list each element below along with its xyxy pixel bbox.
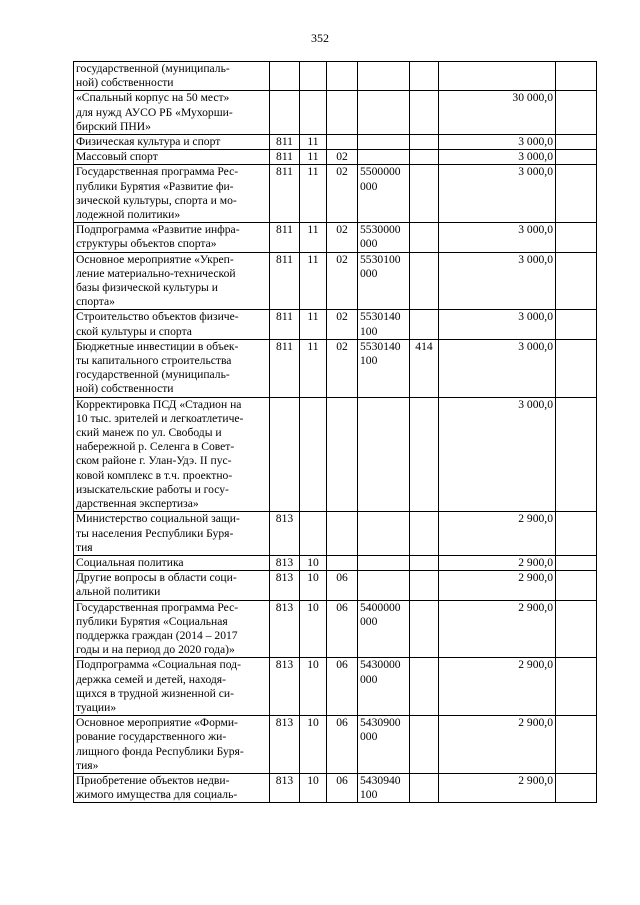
- expense-type-code-cell: 414: [410, 339, 439, 397]
- ministry-code-cell: [270, 62, 300, 91]
- subsection-code-cell: 02: [327, 223, 358, 252]
- target-article-code-cell: 5530140 100: [358, 310, 410, 339]
- ministry-code-cell: 813: [270, 600, 300, 658]
- subsection-code-cell: 06: [327, 716, 358, 774]
- page-number: 352: [311, 31, 329, 45]
- amount-cell: 3 000,0: [439, 135, 556, 150]
- target-article-code-cell: [358, 571, 410, 600]
- expense-type-code-cell: [410, 62, 439, 91]
- target-article-code-cell: 5530140 100: [358, 339, 410, 397]
- extra-amount-cell: [556, 91, 597, 135]
- section-code-cell: 11: [300, 150, 327, 165]
- target-article-code-cell: 5530000 000: [358, 223, 410, 252]
- subsection-code-cell: 06: [327, 773, 358, 802]
- amount-cell: 2 900,0: [439, 658, 556, 716]
- table-row: [74, 165, 597, 223]
- amount-cell: 3 000,0: [439, 252, 556, 310]
- row-name-cell: Приобретение объектов недви- жимого имущества для социаль-: [74, 773, 270, 802]
- extra-amount-cell: [556, 512, 597, 556]
- subsection-code-cell: [327, 555, 358, 570]
- row-name-cell: Массовый спорт: [74, 150, 270, 165]
- target-article-code-cell: 5430940 100: [358, 773, 410, 802]
- amount-cell: 3 000,0: [439, 165, 556, 223]
- target-article-code-cell: 5530100 000: [358, 252, 410, 310]
- extra-amount-cell: [556, 165, 597, 223]
- subsection-code-cell: 02: [327, 339, 358, 397]
- table-row: [74, 135, 597, 150]
- ministry-code-cell: [270, 91, 300, 135]
- table-row: [74, 571, 597, 600]
- section-code-cell: [300, 397, 327, 512]
- table-row: [74, 600, 597, 658]
- subsection-code-cell: 06: [327, 600, 358, 658]
- amount-cell: 30 000,0: [439, 91, 556, 135]
- subsection-code-cell: 06: [327, 571, 358, 600]
- amount-cell: 2 900,0: [439, 512, 556, 556]
- table-row: [74, 252, 597, 310]
- amount-cell: 2 900,0: [439, 716, 556, 774]
- expense-type-code-cell: [410, 223, 439, 252]
- expense-type-code-cell: [410, 165, 439, 223]
- amount-cell: [439, 62, 556, 91]
- table-body: [74, 62, 597, 803]
- ministry-code-cell: 813: [270, 512, 300, 556]
- section-code-cell: 11: [300, 223, 327, 252]
- section-code-cell: 10: [300, 658, 327, 716]
- target-article-code-cell: 5400000 000: [358, 600, 410, 658]
- table-row: [74, 555, 597, 570]
- table-row: [74, 716, 597, 774]
- subsection-code-cell: 06: [327, 658, 358, 716]
- table-row: [74, 91, 597, 135]
- target-article-code-cell: [358, 62, 410, 91]
- expense-type-code-cell: [410, 252, 439, 310]
- subsection-code-cell: 02: [327, 252, 358, 310]
- section-code-cell: 10: [300, 716, 327, 774]
- budget-table: [73, 61, 597, 803]
- section-code-cell: 10: [300, 571, 327, 600]
- table-row: [74, 339, 597, 397]
- table-row: [74, 397, 597, 512]
- extra-amount-cell: [556, 223, 597, 252]
- row-name-cell: «Спальный корпус на 50 мест» для нужд АУСО РБ «Мухорши- бирский ПНИ»: [74, 91, 270, 135]
- expense-type-code-cell: [410, 135, 439, 150]
- ministry-code-cell: 813: [270, 716, 300, 774]
- subsection-code-cell: 02: [327, 310, 358, 339]
- row-name-cell: Основное мероприятие «Укреп- ление материально-технической базы физической культуры и спорта»: [74, 252, 270, 310]
- table-row: [74, 512, 597, 556]
- row-name-cell: Бюджетные инвестиции в объек- ты капитального строительства государственной (муниципаль- ной) собственности: [74, 339, 270, 397]
- extra-amount-cell: [556, 150, 597, 165]
- row-name-cell: Подпрограмма «Развитие инфра- структуры объектов спорта»: [74, 223, 270, 252]
- amount-cell: 3 000,0: [439, 310, 556, 339]
- table-row: [74, 773, 597, 802]
- ministry-code-cell: [270, 397, 300, 512]
- ministry-code-cell: 811: [270, 252, 300, 310]
- extra-amount-cell: [556, 600, 597, 658]
- target-article-code-cell: [358, 135, 410, 150]
- row-name-cell: Корректировка ПСД «Стадион на 10 тыс. зрителей и легкоатлетиче- ский манеж по ул. Свободы и набережной р. Селенга в Совет- ском районе г. Улан-Удэ. II пус- ковой комплекс в т.ч. проектно- изыскательские работы и госу- дарственная экспертиза»: [74, 397, 270, 512]
- table-row: [74, 310, 597, 339]
- extra-amount-cell: [556, 571, 597, 600]
- subsection-code-cell: 02: [327, 165, 358, 223]
- target-article-code-cell: [358, 150, 410, 165]
- subsection-code-cell: [327, 397, 358, 512]
- row-name-cell: Министерство социальной защи- ты населения Республики Буря- тия: [74, 512, 270, 556]
- amount-cell: 2 900,0: [439, 773, 556, 802]
- subsection-code-cell: [327, 135, 358, 150]
- expense-type-code-cell: [410, 512, 439, 556]
- expense-type-code-cell: [410, 716, 439, 774]
- ministry-code-cell: 813: [270, 773, 300, 802]
- row-name-cell: Государственная программа Рес- публики Бурятия «Социальная поддержка граждан (2014 – 2017 годы и на период до 2020 года)»: [74, 600, 270, 658]
- target-article-code-cell: [358, 397, 410, 512]
- amount-cell: 3 000,0: [439, 397, 556, 512]
- target-article-code-cell: 5500000 000: [358, 165, 410, 223]
- row-name-cell: Государственная программа Рес- публики Бурятия «Развитие фи- зической культуры, спорта и мо- лодежной политики»: [74, 165, 270, 223]
- table-row: [74, 223, 597, 252]
- row-name-cell: государственной (муниципаль- ной) собственности: [74, 62, 270, 91]
- section-code-cell: 11: [300, 339, 327, 397]
- section-code-cell: [300, 512, 327, 556]
- expense-type-code-cell: [410, 91, 439, 135]
- ministry-code-cell: 811: [270, 135, 300, 150]
- expense-type-code-cell: [410, 150, 439, 165]
- extra-amount-cell: [556, 339, 597, 397]
- expense-type-code-cell: [410, 571, 439, 600]
- expense-type-code-cell: [410, 555, 439, 570]
- extra-amount-cell: [556, 555, 597, 570]
- target-article-code-cell: [358, 555, 410, 570]
- table-row: [74, 150, 597, 165]
- extra-amount-cell: [556, 310, 597, 339]
- row-name-cell: Физическая культура и спорт: [74, 135, 270, 150]
- amount-cell: 2 900,0: [439, 571, 556, 600]
- row-name-cell: Подпрограмма «Социальная под- держка семей и детей, находя- щихся в трудной жизненной си- туации»: [74, 658, 270, 716]
- amount-cell: 2 900,0: [439, 555, 556, 570]
- amount-cell: 3 000,0: [439, 150, 556, 165]
- row-name-cell: Основное мероприятие «Форми- рование государственного жи- лищного фонда Республики Буря- тия»: [74, 716, 270, 774]
- subsection-code-cell: [327, 512, 358, 556]
- section-code-cell: 10: [300, 555, 327, 570]
- target-article-code-cell: [358, 512, 410, 556]
- ministry-code-cell: 811: [270, 310, 300, 339]
- target-article-code-cell: 5430000 000: [358, 658, 410, 716]
- amount-cell: 3 000,0: [439, 339, 556, 397]
- section-code-cell: 11: [300, 310, 327, 339]
- section-code-cell: 10: [300, 773, 327, 802]
- expense-type-code-cell: [410, 658, 439, 716]
- amount-cell: 3 000,0: [439, 223, 556, 252]
- section-code-cell: 10: [300, 600, 327, 658]
- section-code-cell: 11: [300, 252, 327, 310]
- ministry-code-cell: 811: [270, 150, 300, 165]
- row-name-cell: Строительство объектов физиче- ской культуры и спорта: [74, 310, 270, 339]
- target-article-code-cell: 5430900 000: [358, 716, 410, 774]
- table-row: [74, 62, 597, 91]
- section-code-cell: 11: [300, 135, 327, 150]
- section-code-cell: [300, 91, 327, 135]
- section-code-cell: 11: [300, 165, 327, 223]
- expense-type-code-cell: [410, 600, 439, 658]
- ministry-code-cell: 811: [270, 165, 300, 223]
- expense-type-code-cell: [410, 773, 439, 802]
- subsection-code-cell: [327, 62, 358, 91]
- subsection-code-cell: 02: [327, 150, 358, 165]
- ministry-code-cell: 811: [270, 223, 300, 252]
- extra-amount-cell: [556, 773, 597, 802]
- ministry-code-cell: 813: [270, 571, 300, 600]
- subsection-code-cell: [327, 91, 358, 135]
- target-article-code-cell: [358, 91, 410, 135]
- extra-amount-cell: [556, 135, 597, 150]
- amount-cell: 2 900,0: [439, 600, 556, 658]
- expense-type-code-cell: [410, 310, 439, 339]
- ministry-code-cell: 813: [270, 658, 300, 716]
- expense-type-code-cell: [410, 397, 439, 512]
- ministry-code-cell: 811: [270, 339, 300, 397]
- row-name-cell: Социальная политика: [74, 555, 270, 570]
- extra-amount-cell: [556, 252, 597, 310]
- row-name-cell: Другие вопросы в области соци- альной политики: [74, 571, 270, 600]
- extra-amount-cell: [556, 62, 597, 91]
- extra-amount-cell: [556, 716, 597, 774]
- section-code-cell: [300, 62, 327, 91]
- table-row: [74, 658, 597, 716]
- extra-amount-cell: [556, 658, 597, 716]
- extra-amount-cell: [556, 397, 597, 512]
- ministry-code-cell: 813: [270, 555, 300, 570]
